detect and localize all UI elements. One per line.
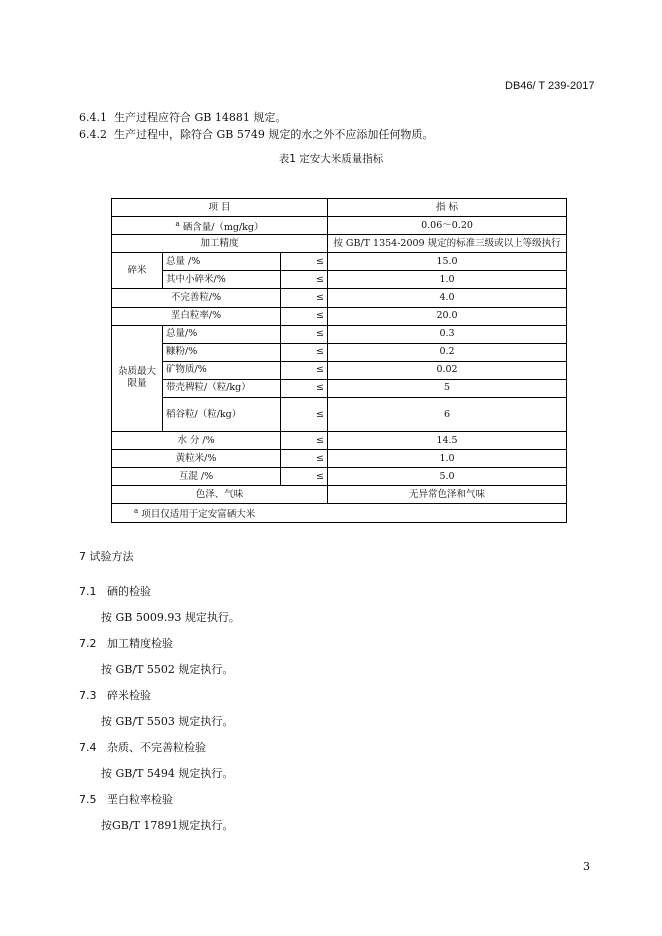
subsection-7-3-body: 按 GB/T 5503 规定执行。 xyxy=(101,715,234,728)
row-operator: ≤ xyxy=(281,343,328,361)
row-label: 带壳稗粒/（粒/kg） xyxy=(163,379,281,397)
row-label: 垩白粒率/% xyxy=(112,307,281,325)
clause-number: 6.4.2 xyxy=(79,128,107,141)
row-label: 矿物质/% xyxy=(163,361,281,379)
quality-index-table xyxy=(111,198,567,523)
subsection-7-4-title: 7.4 杂质、不完善粒检验 xyxy=(79,741,206,754)
row-operator: ≤ xyxy=(281,253,328,271)
table-row xyxy=(112,432,567,450)
row-operator: ≤ xyxy=(281,450,328,468)
row-label: 总量 /% xyxy=(163,253,281,271)
row-value: 0.3 xyxy=(328,325,567,343)
table-footnote-row xyxy=(112,504,567,522)
row-operator: ≤ xyxy=(281,325,328,343)
table-row xyxy=(112,468,567,486)
row-value: 1.0 xyxy=(328,450,567,468)
row-label: 糠粉/% xyxy=(163,343,281,361)
row-operator: ≤ xyxy=(281,379,328,397)
row-label: 稻谷粒/（粒/kg） xyxy=(163,398,281,432)
header-item: 项 目 xyxy=(112,199,328,217)
row-operator: ≤ xyxy=(281,271,328,289)
row-operator: ≤ xyxy=(281,398,328,432)
row-value: 0.02 xyxy=(328,361,567,379)
row-value: 5 xyxy=(328,379,567,397)
row-value: 0.2 xyxy=(328,343,567,361)
section-7-title: 7 试验方法 xyxy=(79,550,134,563)
footnote-mark: a xyxy=(175,219,180,228)
table-header-row xyxy=(112,199,567,217)
table-row xyxy=(112,343,567,361)
table-row xyxy=(112,289,567,307)
subsection-7-1-body: 按 GB 5009.93 规定执行。 xyxy=(101,611,240,624)
row-value: 1.0 xyxy=(328,271,567,289)
row-value: 0.06～0.20 xyxy=(328,217,567,235)
subsection-7-3-title: 7.3 碎米检验 xyxy=(79,689,151,702)
table-row xyxy=(112,307,567,325)
row-value: 15.0 xyxy=(328,253,567,271)
table-row xyxy=(112,235,567,253)
row-value: 4.0 xyxy=(328,289,567,307)
row-label: 加工精度 xyxy=(112,235,328,253)
row-label: $^a$ 硒含量/（mg/kg） xyxy=(112,217,328,235)
row-value: 5.0 xyxy=(328,468,567,486)
subsection-7-5-body: 按GB/T 17891规定执行。 xyxy=(101,819,234,832)
row-operator: ≤ xyxy=(281,361,328,379)
row-value: 20.0 xyxy=(328,307,567,325)
row-label: 黄粒米/% xyxy=(112,450,281,468)
subsection-7-2-title: 7.2 加工精度检验 xyxy=(79,637,173,650)
subsection-7-5-title: 7.5 垩白粒率检验 xyxy=(79,793,173,806)
row-label: 色泽、气味 xyxy=(112,486,328,504)
row-operator: ≤ xyxy=(281,307,328,325)
table-row xyxy=(112,361,567,379)
table-row xyxy=(112,379,567,397)
page-number: 3 xyxy=(583,860,590,873)
table-row xyxy=(112,253,567,271)
clause-6-4-1 xyxy=(79,109,286,125)
table-row xyxy=(112,486,567,504)
clause-text: 生产过程应符合 GB 14881 规定。 xyxy=(114,111,287,124)
subsection-7-4-body: 按 GB/T 5494 规定执行。 xyxy=(101,767,234,780)
table-footnote: $^a$ 项目仅适用于定安富硒大米 xyxy=(112,504,567,522)
row-value: 按 GB/T 1354-2009 规定的标准三级或以上等级执行 xyxy=(328,235,567,253)
clause-number: 6.4.1 xyxy=(79,111,107,124)
row-value: 14.5 xyxy=(328,432,567,450)
table-caption: 表1 定安大米质量指标 xyxy=(278,153,384,165)
group-label-impurity: 杂质最大限量 xyxy=(112,325,163,431)
header-index: 指 标 xyxy=(328,199,567,217)
row-operator: ≤ xyxy=(281,432,328,450)
row-operator: ≤ xyxy=(281,289,328,307)
table-row xyxy=(112,271,567,289)
clause-6-4-2 xyxy=(79,126,433,142)
row-label: 总量/% xyxy=(163,325,281,343)
row-value: 6 xyxy=(328,398,567,432)
table-row xyxy=(112,325,567,343)
row-label: 互混 /% xyxy=(112,468,281,486)
row-label: 其中小碎米/% xyxy=(163,271,281,289)
subsection-7-1-title: 7.1 硒的检验 xyxy=(79,585,151,598)
row-label: 水 分 /% xyxy=(112,432,281,450)
standard-number: DB46/ T 239-2017 xyxy=(505,80,595,92)
table-row xyxy=(112,450,567,468)
subsection-7-2-body: 按 GB/T 5502 规定执行。 xyxy=(101,663,234,676)
footnote-mark: a xyxy=(134,506,139,515)
table-row xyxy=(112,217,567,235)
clause-text: 生产过程中，除符合 GB 5749 规定的水之外不应添加任何物质。 xyxy=(114,128,434,141)
table-row xyxy=(112,398,567,432)
row-value: 无异常色泽和气味 xyxy=(328,486,567,504)
row-label: 不完善粒/% xyxy=(112,289,281,307)
row-operator: ≤ xyxy=(281,468,328,486)
group-label-broken: 碎米 xyxy=(112,253,163,289)
